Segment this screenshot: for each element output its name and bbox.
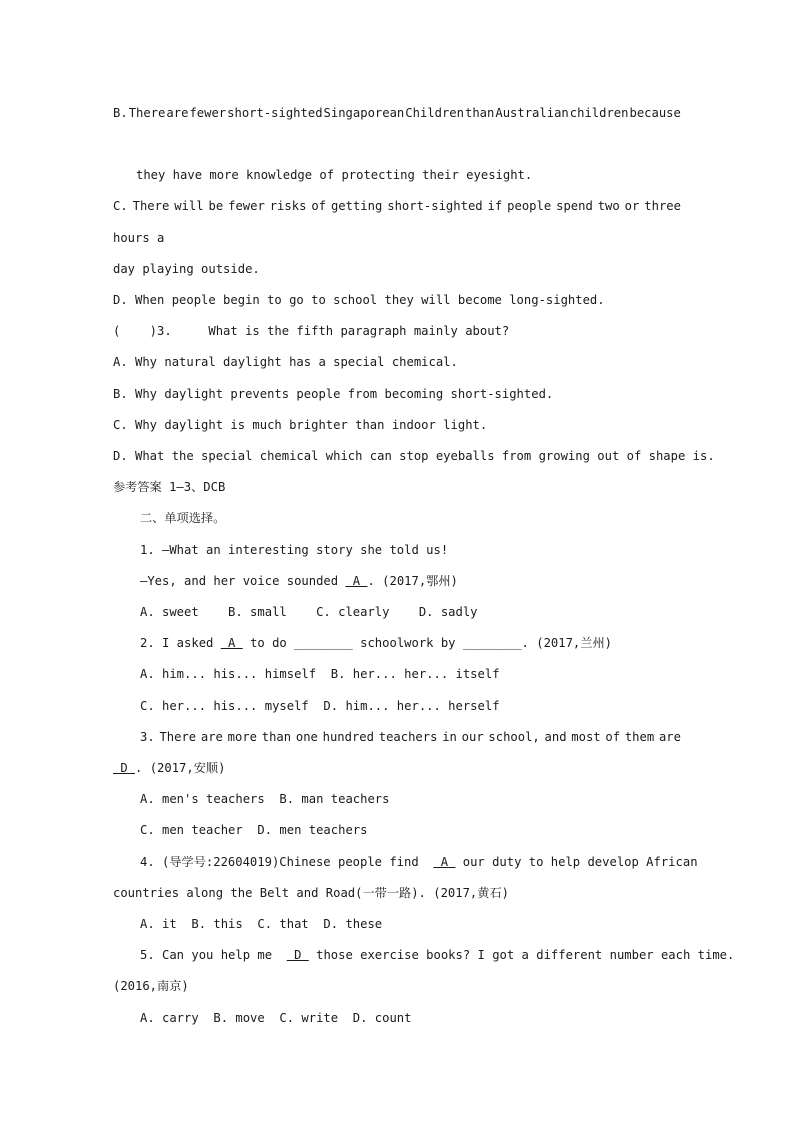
mc-q2-stem-rest: to do ________ schoolwork by ________. (2017,兰州) [242, 636, 612, 650]
word: getting [330, 199, 383, 213]
answer-key: 参考答案 1—3、DCB [113, 480, 226, 494]
word: fewer [189, 106, 227, 120]
word: children [569, 106, 629, 120]
word: in [442, 730, 457, 744]
q2-option-c-line1 [113, 198, 681, 214]
mc-q5-stem [140, 947, 734, 963]
word: more [227, 730, 257, 744]
mc-q2-stem [140, 635, 612, 651]
word: school, [488, 730, 540, 744]
word: our [461, 730, 484, 744]
mc-q5-source: (2016,南京) [113, 979, 189, 993]
word: because [629, 106, 681, 120]
q2-option-c-line3: day playing outside. [113, 262, 260, 276]
word: teachers [378, 730, 438, 744]
word: 3. [140, 730, 155, 744]
word: of [311, 199, 327, 213]
word: one [295, 730, 318, 744]
word: most [571, 730, 601, 744]
q2-option-c-line2: hours a [113, 231, 165, 245]
mc-q5-stem-text: 5. Can you help me [140, 948, 287, 962]
word: There [132, 199, 170, 213]
word: short-sighted [387, 199, 483, 213]
word: or [624, 199, 640, 213]
word: than [261, 730, 292, 744]
mc-q3-options-2: C. men teacher D. men teachers [140, 823, 368, 837]
mc-q1-source: . (2017,鄂州) [367, 574, 458, 588]
word: of [605, 730, 621, 744]
word: risks [269, 199, 307, 213]
mc-q4-options: A. it B. this C. that D. these [140, 917, 383, 931]
section-title: 二、单项选择。 [140, 511, 226, 525]
mc-q2-stem-text: 2. I asked [140, 636, 221, 650]
mc-q5-options: A. carry B. move C. write D. count [140, 1011, 412, 1025]
mc-q3-source: . (2017,安顺) [135, 761, 226, 775]
word: than [465, 106, 495, 120]
word: are [166, 106, 189, 120]
mc-q2-answer-blank: A [220, 636, 243, 650]
word: fewer [228, 199, 265, 213]
word: them [624, 730, 655, 744]
word: three [644, 199, 681, 213]
mc-q4-stem [140, 854, 698, 870]
q3-option-b: B. Why daylight prevents people from becoming short-sighted. [113, 387, 554, 401]
word: hundred [322, 730, 374, 744]
word: and [544, 730, 567, 744]
mc-q2-options-1: A. him... his... himself B. her... her... itself [140, 667, 500, 681]
word: C. [113, 199, 128, 213]
word: two [597, 199, 620, 213]
mc-q3-options-1: A. men's teachers B. man teachers [140, 792, 390, 806]
word: are [658, 730, 681, 744]
mc-q1-stem: 1. —What an interesting story she told us! [140, 543, 449, 557]
word: will [174, 199, 204, 213]
mc-q3-stem-line2 [113, 760, 225, 776]
mc-q5-stem-rest: those exercise books? I got a different number each time. [308, 948, 735, 962]
word: Singaporean [323, 106, 405, 120]
word: be [208, 199, 224, 213]
mc-q4-stem-line2: countries along the Belt and Road(一带一路). (2017,黄石) [113, 886, 509, 900]
q3-stem: ( )3. What is the fifth paragraph mainly about? [113, 324, 510, 338]
mc-q1-options: A. sweet B. small C. clearly D. sadly [140, 605, 478, 619]
word: short-sighted [227, 106, 323, 120]
mc-q2-options-2: C. her... his... myself D. him... her... herself [140, 699, 500, 713]
mc-q1-answer-blank: A [345, 574, 368, 588]
q3-option-d: D. What the special chemical which can stop eyeballs from growing out of shape is. [113, 449, 715, 463]
word: people [507, 199, 552, 213]
word: There [159, 730, 197, 744]
word: spend [556, 199, 593, 213]
word: Children [405, 106, 464, 120]
q2-option-b-line1 [113, 105, 681, 121]
mc-q3-answer-blank: D [113, 761, 136, 775]
mc-q1-reply [140, 573, 458, 589]
word: Australian [495, 106, 569, 120]
word: B. [113, 106, 128, 120]
word: There [128, 106, 166, 120]
q2-option-b-line2: they have more knowledge of protecting their eyesight. [136, 168, 533, 182]
q3-option-c: C. Why daylight is much brighter than indoor light. [113, 418, 488, 432]
mc-q4-stem-text: 4. (导学号:22604019)Chinese people find [140, 855, 434, 869]
mc-q5-answer-blank: D [286, 948, 309, 962]
word: if [487, 199, 503, 213]
q3-option-a: A. Why natural daylight has a special chemical. [113, 355, 458, 369]
word: are [200, 730, 223, 744]
mc-q1-reply-text: —Yes, and her voice sounded [140, 574, 346, 588]
mc-q3-stem [140, 729, 681, 745]
mc-q4-answer-blank: A [433, 855, 456, 869]
mc-q4-stem-rest: our duty to help develop African [455, 855, 698, 869]
q2-option-d: D. When people begin to go to school they will become long-sighted. [113, 293, 605, 307]
